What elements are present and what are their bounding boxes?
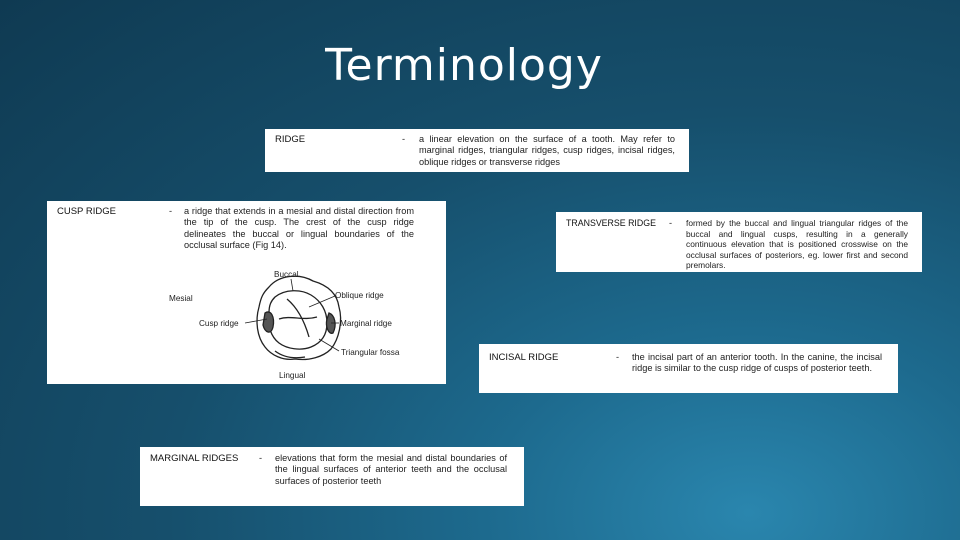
label-buccal: Buccal: [274, 270, 299, 279]
slide-title: Terminology: [325, 40, 603, 91]
label-oblique-ridge: Oblique ridge: [335, 291, 384, 300]
term-label: TRANSVERSE RIDGE: [566, 218, 656, 228]
label-lingual: Lingual: [279, 371, 306, 380]
term-dash: -: [259, 453, 263, 463]
term-label: CUSP RIDGE: [57, 206, 116, 217]
term-definition: elevations that form the mesial and distal boundaries of the lingual surfaces of anterior teeth and the occlusal surfaces of posterior teeth: [275, 453, 507, 486]
term-dash: -: [169, 206, 173, 216]
label-triangular-fossa: Triangular fossa: [341, 348, 400, 357]
mesial-ridge-area: [263, 312, 274, 332]
term-definition: a linear elevation on the surface of a tooth. May refer to marginal ridges, triangular ridges, cusp ridges, incisal ridges, oblique ridges or transverse ridges: [419, 134, 675, 167]
central-groove: [279, 317, 317, 319]
cusp-ridge-definition-card: [47, 201, 446, 384]
label-cusp-ridge: Cusp ridge: [199, 319, 239, 328]
incisal-ridge-definition-card: [479, 344, 898, 393]
term-label: RIDGE: [275, 134, 306, 145]
term-dash: -: [669, 218, 673, 228]
term-label: INCISAL RIDGE: [489, 352, 559, 363]
term-definition: a ridge that extends in a mesial and distal direction from the tip of the cusp. The crest of the cusp ridge delineates the buccal or lingual boundaries of the occlusal surface (Fig 14).: [184, 206, 414, 251]
ridge-definition-card: [265, 129, 689, 172]
term-definition: formed by the buccal and lingual triangular ridges of the buccal and lingual cusps, resulting in a generally continuous elevation that is positioned crosswise on the occlusal surfaces of posteriors, eg. lower first and second premolars.: [686, 218, 908, 271]
label-marginal-ridge: Marginal ridge: [340, 319, 392, 328]
transverse-ridge-definition-card: [556, 212, 922, 272]
leader-buccal: [291, 279, 293, 291]
term-dash: -: [616, 352, 620, 362]
term-definition: the incisal part of an anterior tooth. In the canine, the incisal ridge is similar to the cusp ridge of cusps of posterior teeth.: [632, 352, 882, 374]
marginal-ridges-definition-card: [140, 447, 524, 506]
label-mesial: Mesial: [169, 294, 193, 303]
term-label: MARGINAL RIDGES: [150, 453, 239, 464]
term-dash: -: [402, 134, 406, 144]
occlusal-outline: [268, 291, 327, 349]
